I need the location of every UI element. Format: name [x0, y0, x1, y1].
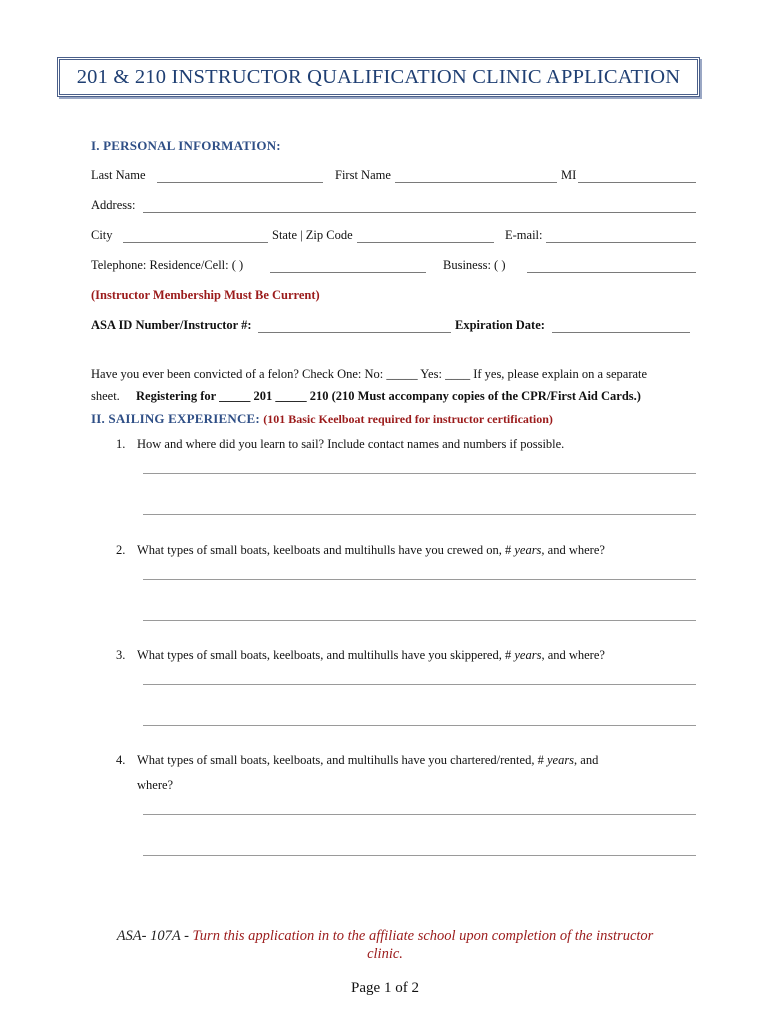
city-label: City [91, 228, 113, 242]
telephone-label: Telephone: Residence/Cell: ( ) [91, 258, 244, 272]
first-name-field[interactable] [395, 182, 557, 183]
answer-4-line-1[interactable] [143, 814, 696, 815]
asa-id-field[interactable] [258, 332, 451, 333]
question-4-text: What types of small boats, keelboats, and multihulls have you chartered/rented, # years, and [137, 753, 599, 767]
form-number: ASA- 107A - [116, 928, 193, 944]
answer-3-line-2[interactable] [143, 725, 696, 726]
question-2-number: 2. [116, 543, 126, 557]
last-name-label: Last Name [91, 168, 146, 182]
answer-1-line-1[interactable] [143, 473, 696, 474]
section-sailing-heading-row [91, 411, 553, 427]
membership-note: (Instructor Membership Must Be Current) [91, 288, 320, 302]
answer-1-line-2[interactable] [143, 514, 696, 515]
question-4-number: 4. [116, 753, 126, 767]
title-box [57, 57, 700, 97]
expiration-label: Expiration Date: [455, 318, 545, 332]
form-title: 201 & 210 INSTRUCTOR QUALIFICATION CLINIC APPLICATION [76, 66, 681, 88]
answer-2-line-2[interactable] [143, 620, 696, 621]
first-name-label: First Name [335, 168, 391, 182]
sheet-text: sheet. [91, 389, 120, 403]
felon-question: Have you ever been convicted of a felon? Check One: No: _____ Yes: ____ If yes, please explain on a separate [91, 367, 648, 381]
address-field[interactable] [143, 212, 696, 213]
email-label: E-mail: [505, 228, 543, 242]
last-name-field[interactable] [157, 182, 323, 183]
keelboat-note: (101 Basic Keelboat required for instructor certification) [263, 412, 553, 426]
mi-label: MI [561, 168, 577, 182]
footer-message-2: clinic. [367, 946, 403, 962]
email-field[interactable] [546, 242, 696, 243]
page-number: Page 1 of 2 [351, 980, 419, 996]
address-label: Address: [91, 198, 136, 212]
business-field[interactable] [527, 272, 696, 273]
footer-note [60, 927, 710, 963]
question-2-text: What types of small boats, keelboats and multihulls have you crewed on, # years, and where? [137, 543, 605, 557]
question-1-text: How and where did you learn to sail? Include contact names and numbers if possible. [137, 437, 565, 451]
answer-3-line-1[interactable] [143, 684, 696, 685]
footer-message-1: Turn this application in to the affiliate school upon completion of the instructor [192, 928, 654, 944]
expiration-field[interactable] [552, 332, 690, 333]
question-3-number: 3. [116, 648, 126, 662]
answer-2-line-1[interactable] [143, 579, 696, 580]
telephone-field[interactable] [270, 272, 426, 273]
state-zip-field[interactable] [357, 242, 494, 243]
business-label: Business: ( ) [443, 258, 506, 272]
state-zip-label: State | Zip Code [272, 228, 353, 242]
question-3-text: What types of small boats, keelboats, and multihulls have you skippered, # years, and where? [137, 648, 605, 662]
asa-id-label: ASA ID Number/Instructor #: [91, 318, 252, 332]
registering-line: Registering for _____ 201 _____ 210 (210 Must accompany copies of the CPR/First Aid Cards.) [136, 389, 641, 403]
mi-field[interactable] [578, 182, 696, 183]
answer-4-line-2[interactable] [143, 855, 696, 856]
section-sailing-heading: II. SAILING EXPERIENCE: [91, 411, 260, 426]
question-1-number: 1. [116, 437, 126, 451]
city-field[interactable] [123, 242, 268, 243]
question-4-text-line2: where? [137, 778, 174, 792]
section-personal-heading: I. PERSONAL INFORMATION: [91, 138, 281, 153]
